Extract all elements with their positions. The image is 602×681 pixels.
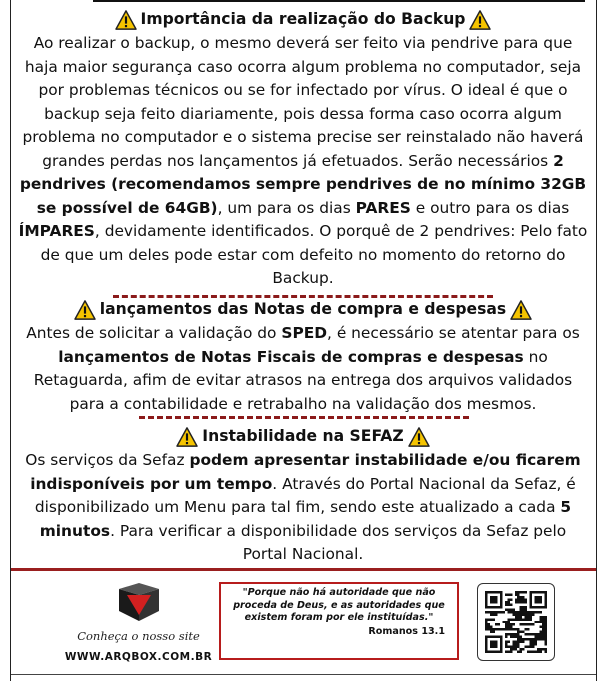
body-text: . Para verificar a disponibilidade dos serviços da Sefaz pelo Portal Nacional.: [110, 521, 567, 563]
section-heading: [17, 425, 589, 449]
section-notas: [17, 298, 589, 416]
qr-code[interactable]: [477, 583, 555, 661]
warning-icon: [176, 427, 198, 447]
body-text: no Retaguarda, afim de evitar atrasos na entrega dos arquivos validados para a contabilidade e retrabalho na validação dos mesmos.: [33, 347, 573, 413]
arqbox-logo-icon: [115, 581, 163, 623]
body-text: Antes de solicitar a validação do: [26, 324, 282, 342]
brand-block: [51, 581, 226, 663]
warning-icon: [408, 427, 430, 447]
bold-text: PARES: [355, 198, 411, 217]
section-paragraph: [17, 322, 589, 416]
body-text: , é necessário se atentar para os: [327, 324, 580, 342]
section-heading: [17, 8, 589, 32]
warning-icon: [510, 300, 532, 320]
body-text: Ao realizar o backup, o mesmo deverá ser feito via pendrive para que haja maior segurança caso ocorra algum problema no computador, seja por problemas técnicos ou se for infectado por vírus. O ideal é que o backup seja feito diariamente, pois dessa forma caso ocorra algum problema no computador e o sistema precise ser reinstalado não haverá grandes perdas nos lançamentos já efetuados. Serão necessários: [22, 34, 584, 170]
body-text: , devidamente identificados. O porquê de 2 pendrives: Pelo fato de que um deles pode estar com defeito no momento do retorno do Backup.: [40, 222, 588, 287]
body-text: , um para os dias: [217, 198, 356, 217]
bold-text: ÍMPARES: [18, 222, 95, 240]
website-link[interactable]: WWW.ARQBOX.COM.BR: [64, 651, 213, 663]
body-text: . Através do Portal Nacional da Sefaz, é disponibilizado um Menu para tal fim, sendo este atualizado a cada: [34, 474, 576, 516]
quote-text: "Porque não há autoridade que não proceda de Deus, e as autoridades que existem foram por ele instituídas.": [233, 587, 445, 623]
bold-text: SPED: [281, 324, 328, 342]
warning-icon: [74, 300, 96, 320]
section-title: Importância da realização do Backup: [140, 10, 466, 29]
bold-text: podem apresentar instabilidade e/ou ficarem indisponíveis por um tempo: [30, 451, 581, 493]
quote-box: [219, 582, 459, 660]
bold-text: 2 pendrives (recomendamos sempre pendrives de no mínimo 32GB se possível de 64GB): [19, 151, 587, 217]
tagline: Conheça o nosso site: [77, 629, 200, 643]
body-text: Os serviços da Sefaz: [25, 451, 190, 469]
warning-icon: [469, 10, 491, 30]
top-rule: [93, 0, 585, 2]
footer: [11, 575, 596, 681]
dashed-divider: [139, 416, 469, 419]
qr-code-icon: [485, 591, 547, 653]
section-sefaz: [17, 425, 589, 567]
bold-text: 5 minutos: [39, 498, 572, 540]
bold-text: lançamentos de Notas Fiscais de compras e despesas: [58, 347, 524, 366]
quote-reference: Romanos 13.1: [368, 625, 445, 637]
warning-icon: [115, 10, 137, 30]
section-heading: [17, 298, 589, 322]
section-title: lançamentos das Notas de compra e despesas: [99, 300, 507, 319]
document-page: [10, 0, 597, 681]
body-text: e outro para os dias: [410, 198, 570, 217]
bottom-rule: [11, 674, 596, 675]
section-paragraph: [17, 449, 589, 567]
section-title: Instabilidade na SEFAZ: [202, 427, 404, 446]
footer-top-band: [11, 568, 596, 571]
section-backup: [17, 8, 589, 291]
section-paragraph: [17, 32, 589, 291]
